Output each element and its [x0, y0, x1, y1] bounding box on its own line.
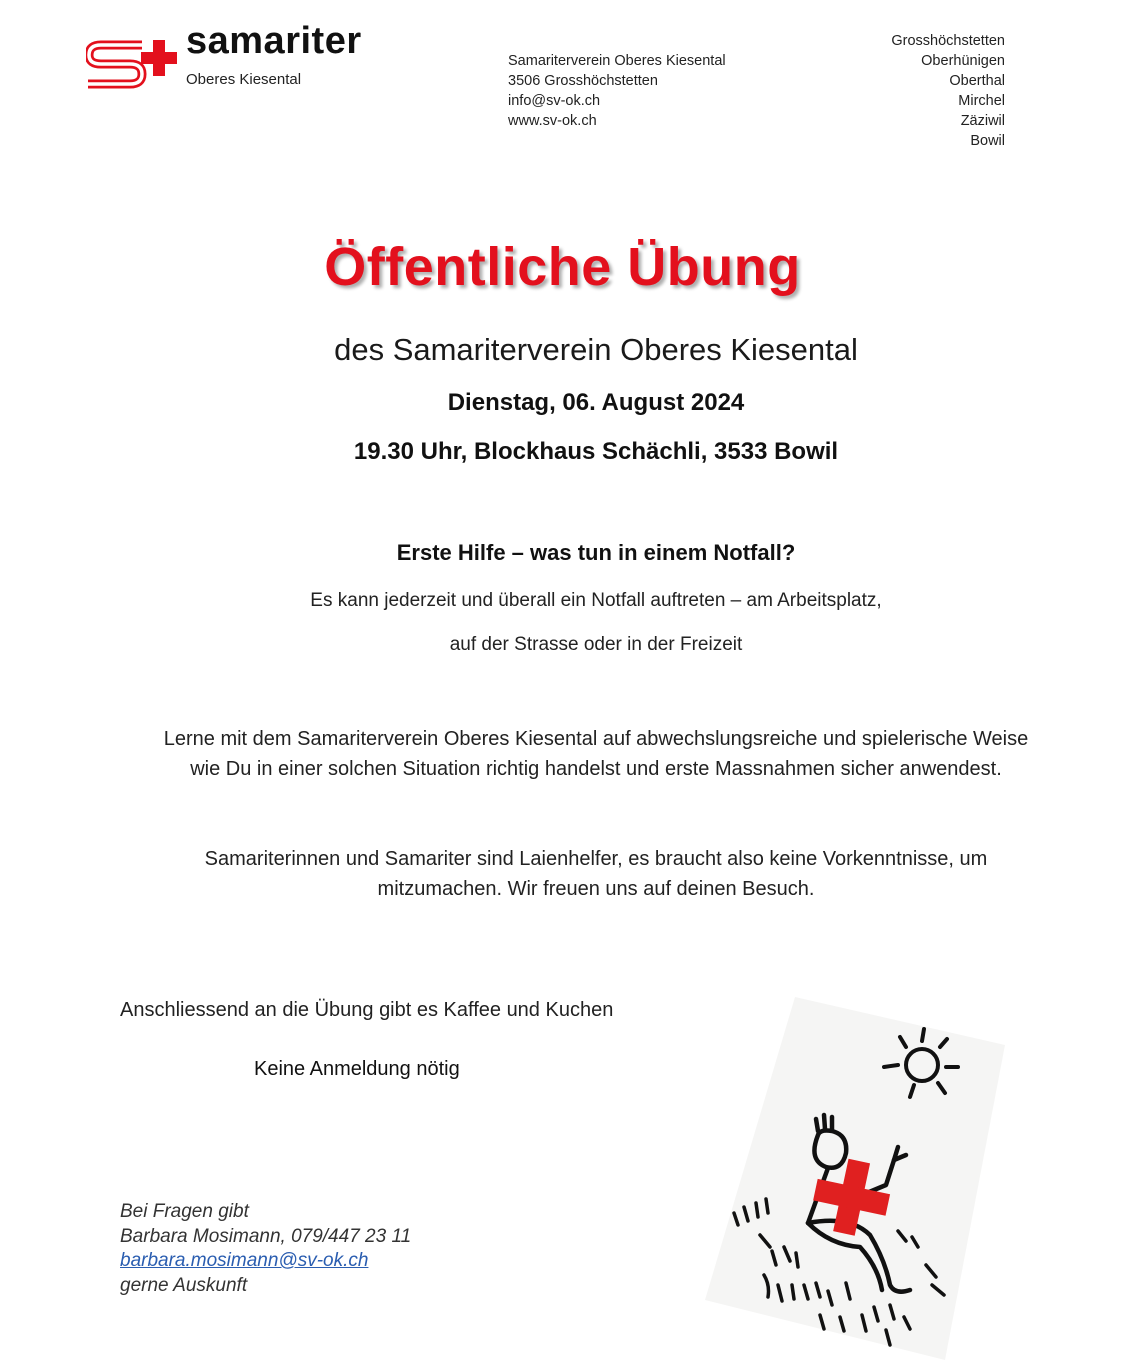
event-subtitle: des Samariterverein Oberes Kiesental — [334, 332, 858, 367]
town-item: Mirchel — [958, 93, 1005, 109]
logo-wordmark: samariter — [186, 20, 362, 62]
event-time-place: 19.30 Uhr, Blockhaus Schächli, 3533 Bowil — [353, 438, 839, 465]
learn-paragraph — [0, 724, 1125, 784]
contact-block — [120, 1200, 411, 1298]
town-item: Grosshöchstetten — [891, 33, 1005, 49]
learn-line: wie Du in einer solchen Situation richtig handelst und erste Massnahmen sicher anwendest. — [190, 758, 1002, 780]
logo-cross-icon — [141, 40, 177, 76]
contact-line: gerne Auskunft — [120, 1274, 248, 1296]
town-item: Zäziwil — [960, 113, 1005, 129]
event-date: Dienstag, 06. August 2024 — [447, 389, 745, 416]
learn-line: Lerne mit dem Samariterverein Oberes Kiesental auf abwechslungsreiche und spielerische Weise — [163, 728, 1029, 750]
event-title: Öffentliche Übung — [324, 237, 801, 297]
samariter-line: mitzumachen. Wir freuen uns auf deinen Besuch. — [377, 878, 815, 900]
samariter-line: Samariterinnen und Samariter sind Laienhelfer, es braucht also keine Vorkenntnisse, um — [204, 848, 988, 870]
towns-list — [891, 31, 1005, 151]
website-link[interactable]: www.sv-ok.ch — [508, 113, 597, 129]
first-aid-illustration — [700, 985, 1020, 1365]
intro-line: auf der Strasse oder in der Freizeit — [449, 634, 743, 655]
contact-email-link[interactable]: barbara.mosimann@sv-ok.ch — [120, 1250, 369, 1271]
coffee-note: Anschliessend an die Übung gibt es Kaffee und Kuchen — [120, 999, 614, 1021]
no-registration-note: Keine Anmeldung nötig — [254, 1058, 460, 1080]
samariter-paragraph — [0, 844, 1125, 904]
intro-line: Es kann jederzeit und überall ein Notfall auftreten – am Arbeitsplatz, — [310, 590, 882, 611]
email-link[interactable]: info@sv-ok.ch — [508, 93, 601, 109]
contact-line: Bei Fragen gibt — [120, 1201, 249, 1222]
address-block — [508, 51, 726, 131]
town-item: Oberhünigen — [921, 53, 1005, 69]
logo-subtitle: Oberes Kiesental — [186, 71, 302, 88]
address-line: 3506 Grosshöchstetten — [508, 73, 658, 89]
question-heading: Erste Hilfe – was tun in einem Notfall? — [396, 540, 796, 565]
town-item: Oberthal — [949, 73, 1005, 89]
town-item: Bowil — [970, 133, 1005, 149]
contact-name-phone: Barbara Mosimann, 079/447 23 11 — [120, 1225, 412, 1247]
address-line: Samariterverein Oberes Kiesental — [508, 53, 726, 69]
